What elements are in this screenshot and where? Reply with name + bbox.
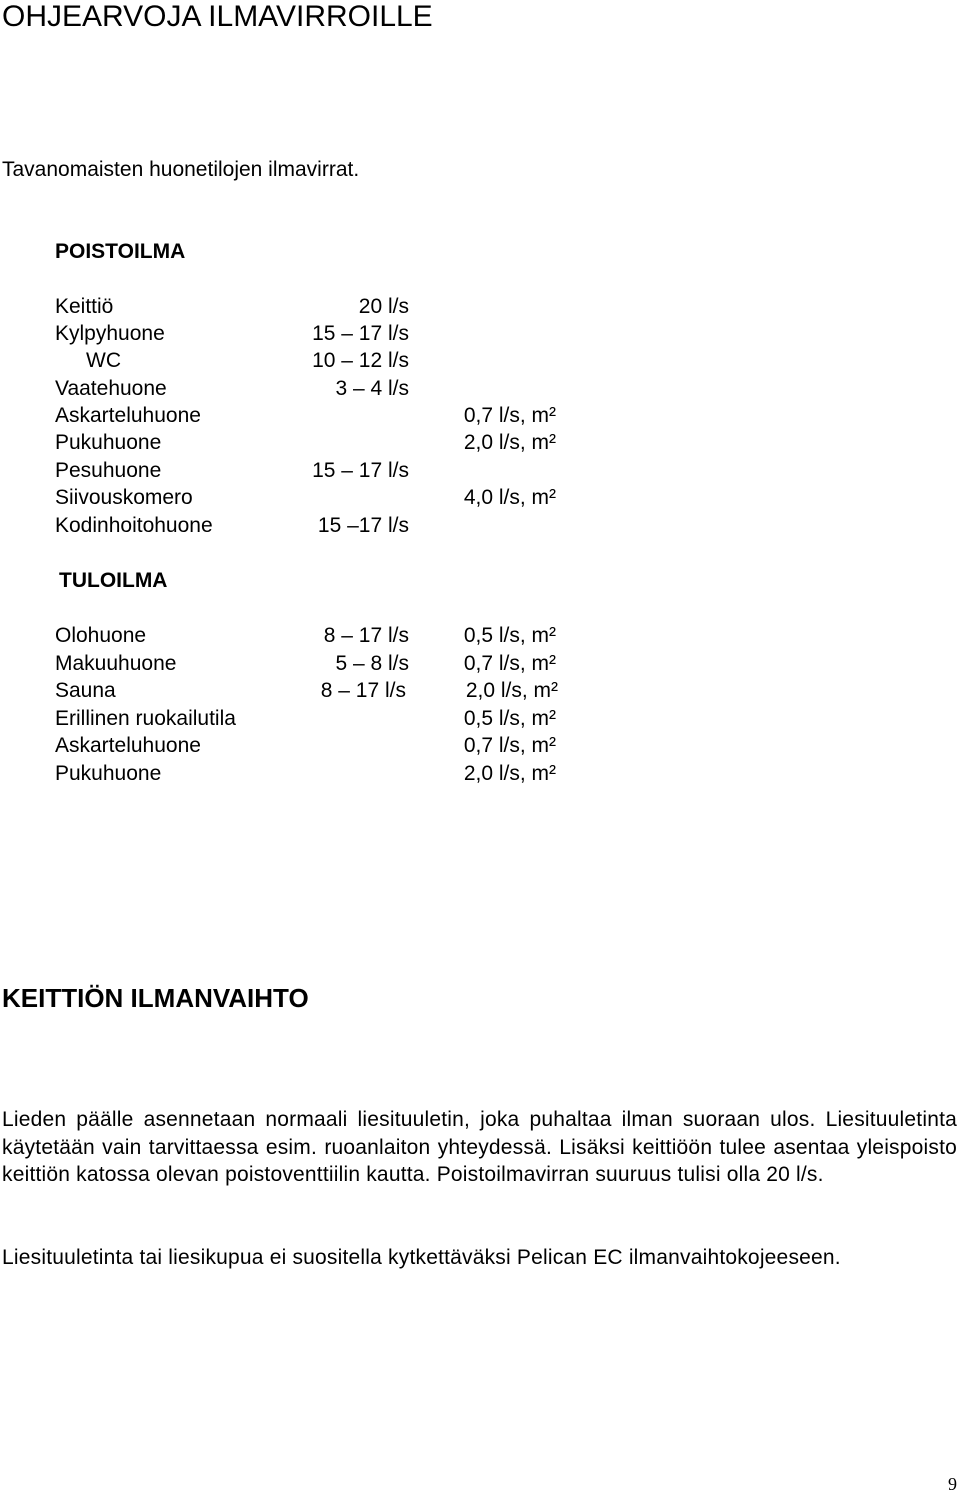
table-row xyxy=(0,402,960,429)
room-name: Makuuhuone xyxy=(55,652,177,675)
flow-value: 10 – 12 l/s xyxy=(312,349,409,372)
room-name: Kodinhoitohuone xyxy=(55,514,213,537)
room-name: Vaatehuone xyxy=(55,377,167,400)
area-value: 2,0 l/s, m² xyxy=(463,431,556,454)
table-row xyxy=(0,293,960,320)
flow-value: 8 – 17 l/s xyxy=(323,624,409,647)
kitchen-heading: KEITTIÖN ILMANVAIHTO xyxy=(2,983,309,1013)
room-name: Keittiö xyxy=(55,295,114,318)
flow-value: 8 – 17 l/s xyxy=(320,679,406,702)
supply-heading: TULOILMA xyxy=(59,569,168,592)
room-name: Pukuhuone xyxy=(55,762,162,785)
flow-value: 15 –17 l/s xyxy=(317,514,409,537)
table-row xyxy=(0,429,960,456)
area-value: 0,7 l/s, m² xyxy=(463,652,556,675)
table-row xyxy=(0,760,960,787)
flow-value: 15 – 17 l/s xyxy=(312,322,409,345)
area-value: 0,7 l/s, m² xyxy=(463,404,556,427)
room-name: Askarteluhuone xyxy=(55,404,201,427)
table-row xyxy=(0,732,960,759)
table-row xyxy=(0,705,960,732)
page-title: OHJEARVOJA ILMAVIRROILLE xyxy=(2,0,433,33)
table-row xyxy=(0,622,960,649)
room-name: Olohuone xyxy=(55,624,147,647)
flow-value: 5 – 8 l/s xyxy=(335,652,409,675)
room-name: Kylpyhuone xyxy=(55,322,165,345)
exhaust-heading: POISTOILMA xyxy=(55,240,186,263)
kitchen-paragraph: Lieden päälle asennetaan normaali liesituuletin, joka puhaltaa ilman suoraan ulos. Liesituuletinta käytetään vain tarvittaessa esim. ruoanlaiton yhteydessä. Lisäksi keittiöön tulee asentaa yleispoisto keittiön katossa olevan poistoventtiilin kautta. Poistoilmavirran suuruus tulisi olla 20 l/s. xyxy=(2,1108,957,1186)
room-name: Erillinen ruokailutila xyxy=(55,707,236,730)
table-row xyxy=(0,677,960,704)
intro-text: Tavanomaisten huonetilojen ilmavirrat. xyxy=(2,158,360,181)
flow-value: 20 l/s xyxy=(358,295,409,318)
table-row xyxy=(0,512,960,539)
room-name: Siivouskomero xyxy=(55,486,193,509)
area-value: 0,7 l/s, m² xyxy=(463,734,556,757)
table-row xyxy=(0,320,960,347)
area-value: 4,0 l/s, m² xyxy=(463,486,556,509)
table-row xyxy=(0,650,960,677)
room-name: Pesuhuone xyxy=(55,459,162,482)
area-value: 2,0 l/s, m² xyxy=(465,679,558,702)
kitchen-note: Liesituuletinta tai liesikupua ei suositella kytkettäväksi Pelican EC ilmanvaihtokojeeseen. xyxy=(2,1246,841,1269)
table-row xyxy=(0,457,960,484)
area-value: 0,5 l/s, m² xyxy=(463,707,556,730)
table-row xyxy=(0,375,960,402)
flow-value: 3 – 4 l/s xyxy=(335,377,409,400)
page-number: 9 xyxy=(948,1474,957,1494)
flow-value: 15 – 17 l/s xyxy=(312,459,409,482)
room-name: WC xyxy=(86,349,121,372)
room-name: Pukuhuone xyxy=(55,431,162,454)
area-value: 2,0 l/s, m² xyxy=(463,762,556,785)
area-value: 0,5 l/s, m² xyxy=(463,624,556,647)
room-name: Askarteluhuone xyxy=(55,734,201,757)
table-row xyxy=(0,347,960,374)
table-row xyxy=(0,484,960,511)
room-name: Sauna xyxy=(55,679,116,702)
